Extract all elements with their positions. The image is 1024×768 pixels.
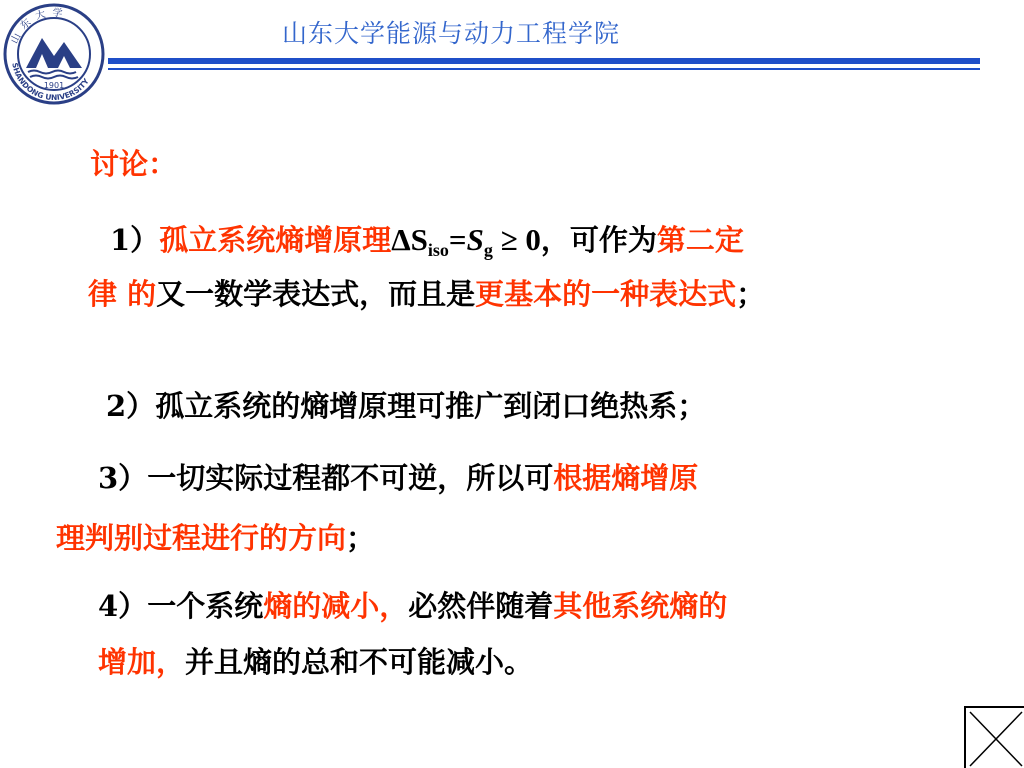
math-equals: = [448, 222, 467, 257]
corner-close-button[interactable] [964, 706, 1024, 768]
point-1-number: 1） [110, 223, 160, 257]
math-sub-g: g [483, 240, 493, 260]
point-4-text-3: 并且熵的总和不可能减小。 [185, 645, 534, 679]
point-1-text: 又一数学表达式，而且是 [156, 277, 476, 311]
svg-text:SHANDONG UNIVERSITY: SHANDONG UNIVERSITY [10, 61, 91, 103]
header-title: 山东大学能源与动力工程学院 [282, 19, 621, 48]
point-1-line-1 [110, 218, 744, 261]
point-4-red-other-a: 其他系统熵的 [553, 589, 728, 623]
math-delta-s: ΔS [391, 222, 428, 257]
point-1-line-2 [88, 272, 765, 313]
math-sub-iso: iso [427, 240, 449, 260]
point-3-red-b: 理判别过程进行的方向 [56, 521, 347, 555]
point-3-end: ； [346, 521, 376, 555]
university-logo [2, 2, 106, 106]
point-4-text-1: 一个系统 [147, 589, 264, 623]
point-1-red-second-law-b: 律 的 [88, 277, 157, 311]
point-4-red-decrease: 熵的减小， [263, 589, 409, 623]
point-3-number: 3） [98, 461, 148, 495]
point-4-number: 4） [98, 589, 148, 623]
point-2-line [106, 384, 706, 425]
point-1-after-math: ，可作为 [540, 223, 657, 257]
svg-text:山东大学: 山东大学 [9, 7, 70, 46]
math-s: S [466, 222, 484, 257]
point-1-red-second-law-a: 第二定 [656, 223, 744, 257]
svg-text:1901: 1901 [43, 81, 65, 90]
entropy-inequality [391, 222, 541, 260]
point-3-line-1 [98, 456, 698, 497]
point-3-text: 一切实际过程都不可逆，所以可 [147, 461, 554, 495]
point-4-text-2: 必然伴随着 [408, 589, 554, 623]
point-1-end: ； [736, 277, 766, 311]
shandong-university-seal-icon [2, 2, 106, 106]
header-rule-thick [108, 58, 980, 64]
point-1-red-principle: 孤立系统熵增原理 [159, 223, 392, 257]
close-x-icon [966, 708, 1024, 768]
point-4-line-1 [98, 584, 727, 625]
math-ge-zero: ≥ 0 [492, 222, 541, 257]
point-1-red-basic-form: 更基本的一种表达式 [475, 277, 737, 311]
point-2-text: 孤立系统的熵增原理可推广到闭口绝热系； [155, 389, 707, 423]
point-3-line-2 [56, 516, 375, 557]
point-4-red-other-b: 增加， [98, 645, 186, 679]
point-2-number: 2） [106, 389, 156, 423]
point-3-red-a: 根据熵增原 [553, 461, 699, 495]
header-rule-thin [108, 68, 980, 70]
discussion-label: 讨论： [90, 147, 178, 181]
point-4-line-2 [98, 640, 533, 681]
